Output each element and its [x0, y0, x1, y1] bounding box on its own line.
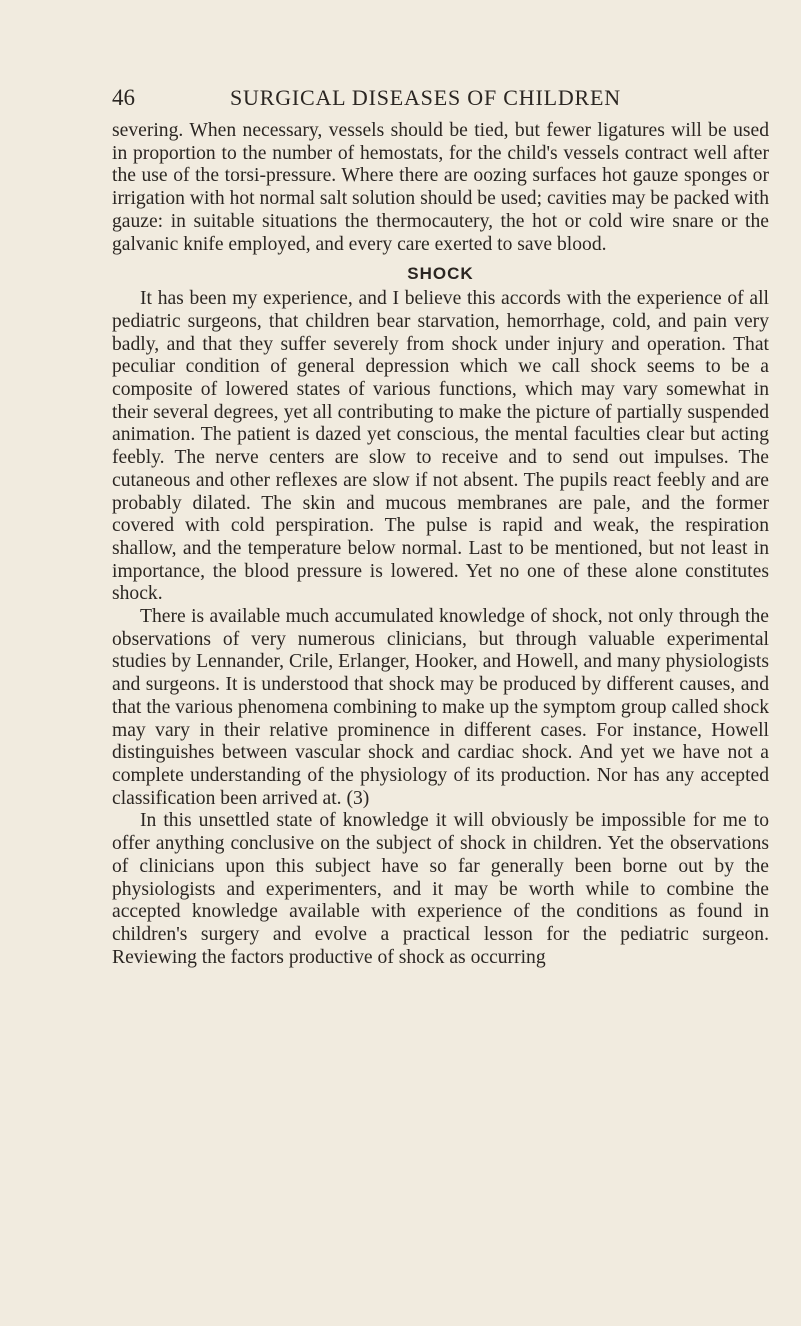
shock-paragraph-3: In this unsettled state of knowledge it will obviously be impossible for me to offer anything conclusive on the subject of shock in children. Yet the observations of clinicians upon this subject have so far generally been borne out by the physiologists and experimenters, and it may be worth while to combine the accepted knowledge available with experience of the conditions as found in children's surgery and evolve a practical lesson for the pediatric surgeon. Reviewing the factors productive of shock as occurring [112, 810, 769, 968]
page-number: 46 [112, 85, 135, 110]
shock-paragraph-1: It has been my experience, and I believe this accords with the experience of all pediatric surgeons, that children bear starvation, hemorrhage, cold, and pain very badly, and that they suffer severely from shock under injury and operation. That peculiar condition of general depression which we call shock seems to be a composite of lowered states of various functions, which may vary somewhat in their several degrees, yet all contributing to make the picture of partially suspended animation. The patient is dazed yet conscious, the mental faculties clear but acting feebly. The nerve centers are slow to receive and to send out impulses. The cutaneous and other reflexes are slow if not absent. The pupils react feebly and are probably dilated. The skin and mucous membranes are pale, and the former covered with cold perspiration. The pulse is rapid and weak, the respiration shallow, and the temperature below normal. Last to be mentioned, but not least in importance, the blood pressure is lowered. Yet no one of these alone constitutes shock. [112, 288, 769, 605]
intro-paragraph: severing. When necessary, vessels should be tied, but fewer ligatures will be used in proportion to the number of hemostats, for the child's vessels contract well after the use of the torsi-pressure. Where there are oozing surfaces hot gauze sponges or irrigation with hot normal salt solution should be used; cavities may be packed with gauze: in suitable situations the thermocautery, the hot or cold wire snare or the galvanic knife employed, and every care exerted to save blood. [112, 120, 769, 255]
running-head [112, 84, 769, 112]
page-text [112, 120, 769, 969]
running-title: SURGICAL DISEASES OF CHILDREN [230, 85, 621, 110]
section-heading-shock: SHOCK [407, 264, 474, 284]
shock-paragraph-2: There is available much accumulated knowledge of shock, not only through the observations of very numerous clinicians, but through valuable experimental studies by Lennander, Crile, Erlanger, Hooker, and Howell, and many physiologists and surgeons. It is understood that shock may be produced by different causes, and that the various phenomena combining to make up the symptom group called shock may vary in their relative prominence in different cases. For instance, Howell distinguishes between vascular shock and cardiac shock. And yet we have not a complete understanding of the physiology of its production. Nor has any accepted classification been arrived at. (3) [112, 606, 769, 809]
